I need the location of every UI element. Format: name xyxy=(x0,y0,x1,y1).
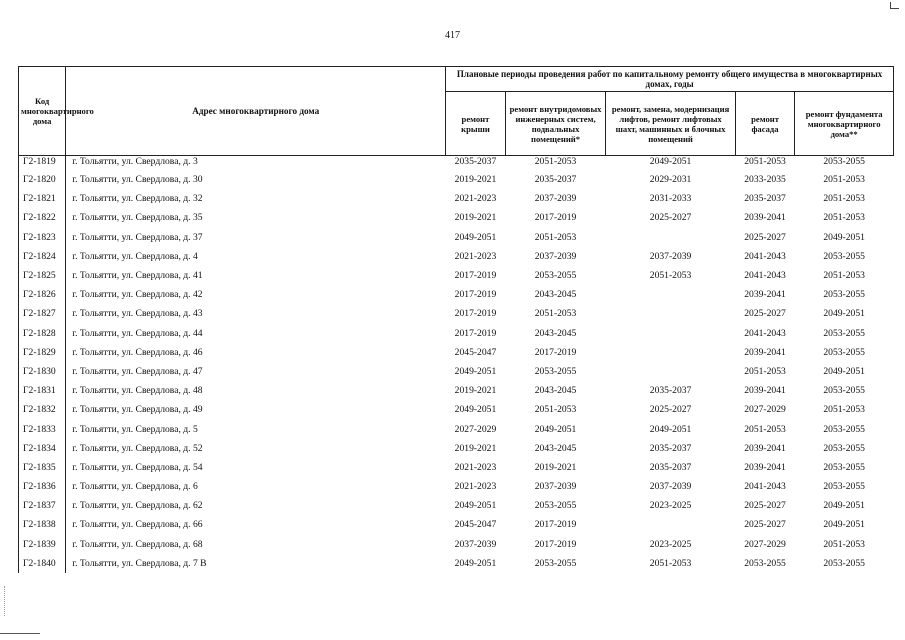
row-systems: 2043-2045 xyxy=(534,327,577,339)
row-systems: 2037-2039 xyxy=(534,481,577,493)
row-systems: 2019-2021 xyxy=(534,461,577,473)
row-elevators: 2025-2027 xyxy=(649,404,692,416)
row-code: Г2-1827 xyxy=(19,304,66,323)
row-code: Г2-1837 xyxy=(19,496,66,515)
row-elevators xyxy=(606,228,735,247)
row-foundation: 2051-2053 xyxy=(823,270,865,282)
row-foundation: 2049-2051 xyxy=(823,519,865,531)
row-roof: 2019-2021 xyxy=(454,212,497,224)
row-foundation: 2053-2055 xyxy=(823,346,865,358)
row-systems: 2053-2055 xyxy=(534,500,577,512)
table-row xyxy=(19,304,894,323)
row-elevators: 2025-2027 xyxy=(649,212,692,224)
row-code: Г2-1839 xyxy=(19,535,66,554)
table-row xyxy=(19,381,894,400)
row-code: Г2-1829 xyxy=(19,343,66,362)
row-code: Г2-1819 xyxy=(19,156,66,171)
header-roof: ремонт крыши xyxy=(446,92,506,156)
row-address: г. Тольятти, ул. Свердлова, д. 44 xyxy=(72,327,203,339)
row-roof: 2035-2037 xyxy=(454,156,497,167)
row-roof: 2017-2019 xyxy=(454,289,497,301)
row-roof: 2017-2019 xyxy=(454,327,497,339)
row-foundation: 2051-2053 xyxy=(823,212,865,224)
footer-rule xyxy=(0,633,40,634)
row-roof: 2019-2021 xyxy=(454,174,497,186)
row-elevators xyxy=(606,324,735,343)
row-address: г. Тольятти, ул. Свердлова, д. 49 xyxy=(72,404,203,416)
table-row xyxy=(19,285,894,304)
row-code: Г2-1840 xyxy=(19,554,66,573)
row-foundation: 2053-2055 xyxy=(823,289,865,301)
table-row xyxy=(19,496,894,515)
row-systems: 2017-2019 xyxy=(534,519,577,531)
row-facade: 2039-2041 xyxy=(744,461,786,473)
row-systems: 2053-2055 xyxy=(534,270,577,282)
row-code: Г2-1832 xyxy=(19,400,66,419)
row-facade: 2041-2043 xyxy=(744,481,786,493)
row-facade: 2053-2055 xyxy=(744,557,786,569)
row-facade: 2051-2053 xyxy=(744,156,786,167)
row-roof: 2045-2047 xyxy=(454,519,497,531)
row-facade: 2039-2041 xyxy=(744,212,786,224)
row-elevators: 2051-2053 xyxy=(649,557,692,569)
row-roof: 2037-2039 xyxy=(454,538,497,550)
scan-margin-marks xyxy=(4,586,8,616)
row-address: г. Тольятти, ул. Свердлова, д. 3 xyxy=(72,156,198,167)
table-row xyxy=(19,266,894,285)
row-foundation: 2053-2055 xyxy=(823,442,865,454)
page-corner-mark xyxy=(890,2,899,9)
row-address: г. Тольятти, ул. Свердлова, д. 42 xyxy=(72,289,203,301)
row-facade: 2027-2029 xyxy=(744,404,786,416)
row-foundation: 2053-2055 xyxy=(823,481,865,493)
row-address: г. Тольятти, ул. Свердлова, д. 68 xyxy=(72,538,203,550)
page-number: 417 xyxy=(445,30,460,41)
row-facade: 2051-2053 xyxy=(744,423,786,435)
row-roof: 2017-2019 xyxy=(454,270,497,282)
row-foundation: 2053-2055 xyxy=(823,423,865,435)
row-facade: 2041-2043 xyxy=(744,270,786,282)
table-row xyxy=(19,170,894,189)
row-code: Г2-1823 xyxy=(19,228,66,247)
row-address: г. Тольятти, ул. Свердлова, д. 41 xyxy=(72,270,203,282)
row-code: Г2-1822 xyxy=(19,208,66,227)
table-row xyxy=(19,324,894,343)
row-systems: 2051-2053 xyxy=(534,156,577,167)
row-foundation: 2051-2053 xyxy=(823,193,865,205)
table-row xyxy=(19,208,894,227)
row-systems: 2043-2045 xyxy=(534,385,577,397)
row-foundation: 2053-2055 xyxy=(823,327,865,339)
row-facade: 2025-2027 xyxy=(744,500,786,512)
row-facade: 2039-2041 xyxy=(744,289,786,301)
header-address: Адрес многоквартирного дома xyxy=(66,67,446,156)
row-address: г. Тольятти, ул. Свердлова, д. 66 xyxy=(72,519,203,531)
row-facade: 2033-2035 xyxy=(744,174,786,186)
table-row xyxy=(19,362,894,381)
row-elevators: 2037-2039 xyxy=(649,481,692,493)
table-row xyxy=(19,156,894,171)
row-facade: 2027-2029 xyxy=(744,538,786,550)
row-elevators: 2049-2051 xyxy=(649,423,692,435)
table-row xyxy=(19,458,894,477)
table-row xyxy=(19,228,894,247)
row-code: Г2-1830 xyxy=(19,362,66,381)
row-roof: 2049-2051 xyxy=(454,404,497,416)
table-row xyxy=(19,439,894,458)
row-roof: 2027-2029 xyxy=(454,423,497,435)
row-elevators: 2031-2033 xyxy=(649,193,692,205)
table-row xyxy=(19,343,894,362)
table-row xyxy=(19,400,894,419)
header-systems: ремонт внутридомовых инженерных систем, подвальных помещений* xyxy=(505,92,606,156)
table-row xyxy=(19,535,894,554)
table-row xyxy=(19,477,894,496)
row-address: г. Тольятти, ул. Свердлова, д. 54 xyxy=(72,461,203,473)
row-systems: 2051-2053 xyxy=(534,231,577,243)
row-address: г. Тольятти, ул. Свердлова, д. 4 xyxy=(72,250,198,262)
row-code: Г2-1825 xyxy=(19,266,66,285)
row-code: Г2-1831 xyxy=(19,381,66,400)
row-roof: 2019-2021 xyxy=(454,442,497,454)
row-facade: 2025-2027 xyxy=(744,519,786,531)
row-systems: 2043-2045 xyxy=(534,442,577,454)
row-systems: 2035-2037 xyxy=(534,174,577,186)
row-roof: 2021-2023 xyxy=(454,250,497,262)
row-code: Г2-1828 xyxy=(19,324,66,343)
row-elevators xyxy=(606,304,735,323)
row-roof: 2049-2051 xyxy=(454,231,497,243)
row-elevators xyxy=(606,362,735,381)
row-elevators: 2037-2039 xyxy=(649,250,692,262)
row-facade: 2025-2027 xyxy=(744,231,786,243)
row-roof: 2045-2047 xyxy=(454,346,497,358)
row-foundation: 2053-2055 xyxy=(823,461,865,473)
row-address: г. Тольятти, ул. Свердлова, д. 43 xyxy=(72,308,203,320)
row-facade: 2039-2041 xyxy=(744,385,786,397)
row-address: г. Тольятти, ул. Свердлова, д. 5 xyxy=(72,423,198,435)
row-roof: 2021-2023 xyxy=(454,193,497,205)
row-elevators: 2023-2025 xyxy=(649,500,692,512)
row-foundation: 2051-2053 xyxy=(823,538,865,550)
row-address: г. Тольятти, ул. Свердлова, д. 30 xyxy=(72,174,203,186)
row-roof: 2021-2023 xyxy=(454,481,497,493)
row-facade: 2041-2043 xyxy=(744,327,786,339)
row-elevators: 2049-2051 xyxy=(649,156,692,167)
row-systems: 2051-2053 xyxy=(534,404,577,416)
row-code: Г2-1834 xyxy=(19,439,66,458)
row-elevators xyxy=(606,343,735,362)
row-address: г. Тольятти, ул. Свердлова, д. 62 xyxy=(72,500,203,512)
row-address: г. Тольятти, ул. Свердлова, д. 52 xyxy=(72,442,203,454)
table-row xyxy=(19,554,894,573)
table-body xyxy=(19,156,894,573)
header-periods-group: Плановые периоды проведения работ по капитальному ремонту общего имущества в многоквартирных домах, годы xyxy=(446,67,894,92)
row-code: Г2-1820 xyxy=(19,170,66,189)
row-systems: 2037-2039 xyxy=(534,250,577,262)
row-systems: 2053-2055 xyxy=(534,365,577,377)
row-address: г. Тольятти, ул. Свердлова, д. 35 xyxy=(72,212,203,224)
row-foundation: 2049-2051 xyxy=(823,308,865,320)
row-foundation: 2051-2053 xyxy=(823,174,865,186)
row-facade: 2025-2027 xyxy=(744,308,786,320)
row-systems: 2043-2045 xyxy=(534,289,577,301)
row-facade: 2039-2041 xyxy=(744,442,786,454)
row-address: г. Тольятти, ул. Свердлова, д. 47 xyxy=(72,365,203,377)
row-foundation: 2049-2051 xyxy=(823,231,865,243)
row-systems: 2017-2019 xyxy=(534,538,577,550)
row-roof: 2049-2051 xyxy=(454,557,497,569)
row-code: Г2-1826 xyxy=(19,285,66,304)
table-row xyxy=(19,189,894,208)
row-facade: 2039-2041 xyxy=(744,346,786,358)
row-foundation: 2053-2055 xyxy=(823,156,865,167)
row-facade: 2051-2053 xyxy=(744,365,786,377)
row-elevators: 2035-2037 xyxy=(649,461,692,473)
row-systems: 2017-2019 xyxy=(534,346,577,358)
row-elevators: 2023-2025 xyxy=(649,538,692,550)
header-facade: ремонт фасада xyxy=(735,92,795,156)
row-foundation: 2049-2051 xyxy=(823,500,865,512)
row-facade: 2041-2043 xyxy=(744,250,786,262)
row-elevators: 2029-2031 xyxy=(649,174,692,186)
row-code: Г2-1824 xyxy=(19,247,66,266)
row-foundation: 2053-2055 xyxy=(823,250,865,262)
row-foundation: 2049-2051 xyxy=(823,365,865,377)
row-roof: 2049-2051 xyxy=(454,365,497,377)
row-code: Г2-1835 xyxy=(19,458,66,477)
table-row xyxy=(19,419,894,438)
row-code: Г2-1836 xyxy=(19,477,66,496)
row-elevators xyxy=(606,515,735,534)
row-foundation: 2053-2055 xyxy=(823,385,865,397)
row-address: г. Тольятти, ул. Свердлова, д. 32 xyxy=(72,193,203,205)
row-systems: 2017-2019 xyxy=(534,212,577,224)
row-systems: 2051-2053 xyxy=(534,308,577,320)
table-row xyxy=(19,247,894,266)
row-roof: 2049-2051 xyxy=(454,500,497,512)
row-facade: 2035-2037 xyxy=(744,193,786,205)
header-elevators: ремонт, замена, модернизация лифтов, ремонт лифтовых шахт, машинных и блочных помещений xyxy=(606,92,735,156)
row-code: Г2-1838 xyxy=(19,515,66,534)
row-address: г. Тольятти, ул. Свердлова, д. 7 В xyxy=(72,557,207,569)
row-foundation: 2051-2053 xyxy=(823,404,865,416)
row-systems: 2037-2039 xyxy=(534,193,577,205)
table-row xyxy=(19,515,894,534)
row-address: г. Тольятти, ул. Свердлова, д. 6 xyxy=(72,481,198,493)
row-elevators xyxy=(606,285,735,304)
row-foundation: 2053-2055 xyxy=(823,557,865,569)
row-elevators: 2035-2037 xyxy=(649,385,692,397)
header-foundation: ремонт фундамента многоквартирного дома** xyxy=(795,92,894,156)
header-code: Код многоквартирного дома xyxy=(19,67,66,156)
row-roof: 2021-2023 xyxy=(454,461,497,473)
row-elevators: 2051-2053 xyxy=(649,270,692,282)
row-roof: 2019-2021 xyxy=(454,385,497,397)
row-elevators: 2035-2037 xyxy=(649,442,692,454)
row-systems: 2049-2051 xyxy=(534,423,577,435)
row-address: г. Тольятти, ул. Свердлова, д. 48 xyxy=(72,385,203,397)
row-address: г. Тольятти, ул. Свердлова, д. 37 xyxy=(72,231,203,243)
row-code: Г2-1833 xyxy=(19,419,66,438)
row-address: г. Тольятти, ул. Свердлова, д. 46 xyxy=(72,346,203,358)
repair-schedule-table xyxy=(18,66,894,573)
row-roof: 2017-2019 xyxy=(454,308,497,320)
row-systems: 2053-2055 xyxy=(534,557,577,569)
row-code: Г2-1821 xyxy=(19,189,66,208)
